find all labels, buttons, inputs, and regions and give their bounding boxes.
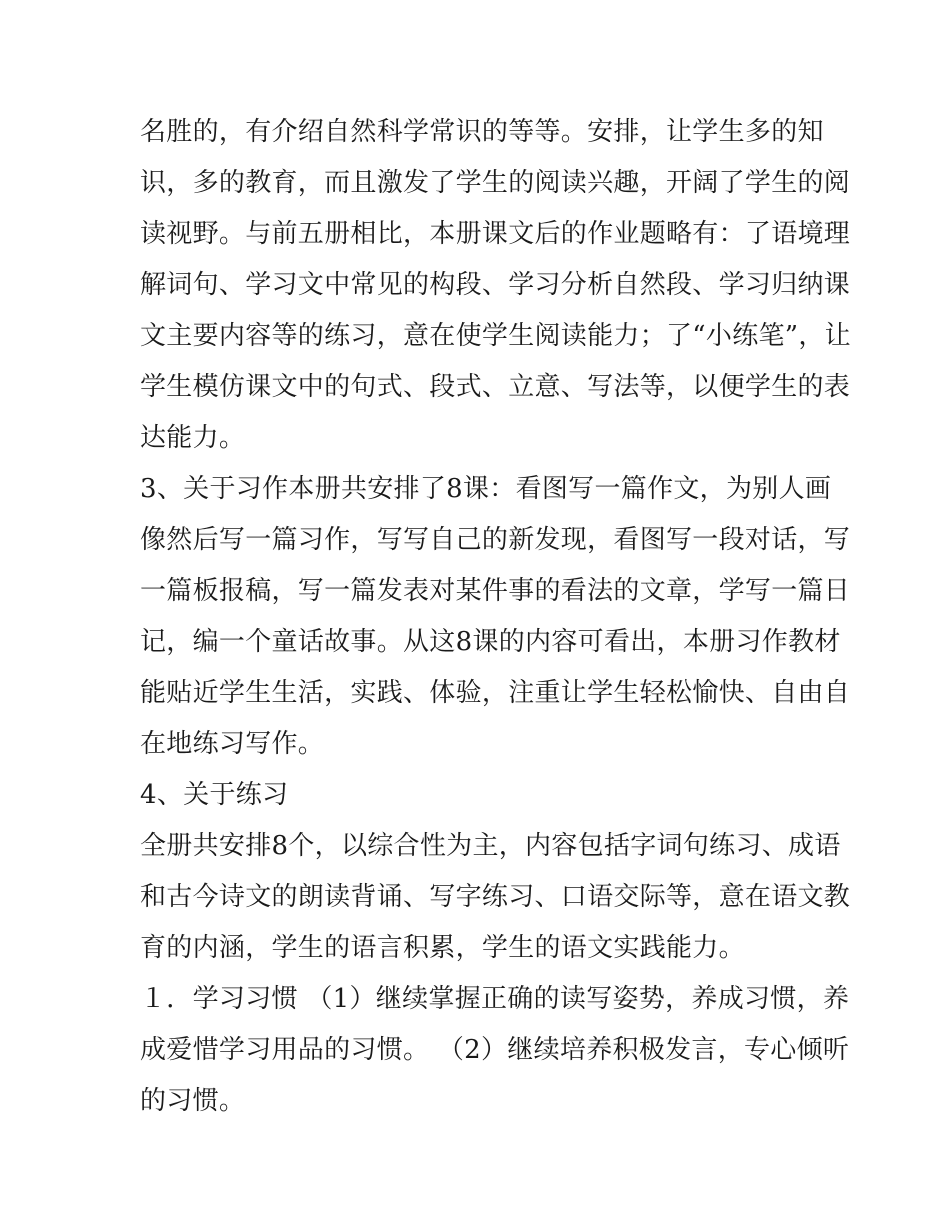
text-line: 文主要内容等的练习，意在使学生阅读能力；了“小练笔”，让 <box>140 321 851 351</box>
section-heading-writing: 3、关于习作本册共安排了8课：看图写一篇作文，为别人画 <box>140 474 832 504</box>
text-line: 名胜的，有介绍自然科学常识的等等。安排，让学生多的知 <box>140 117 824 147</box>
text-line: 和古今诗文的朗读背诵、写字练习、口语交际等，意在语文教 <box>140 882 851 912</box>
text-line: 的习惯。 <box>140 1086 246 1116</box>
text-line: 育的内涵，学生的语言积累，学生的语文实践能力。 <box>140 933 745 963</box>
text-line: 一篇板报稿，写一篇发表对某件事的看法的文章，学写一篇日 <box>140 576 851 606</box>
list-item-study-habits: １．学习习惯 （1）继续掌握正确的读写姿势，养成习惯，养 <box>140 984 850 1014</box>
text-line: 能贴近学生生活，实践、体验，注重让学生轻松愉快、自由自 <box>140 678 851 708</box>
text-line: 在地练习写作。 <box>140 729 325 759</box>
text-line: 达能力。 <box>140 423 246 453</box>
text-line: 读视野。与前五册相比，本册课文后的作业题略有：了语境理 <box>140 219 851 249</box>
text-line: 成爱惜学习用品的习惯。 （2）继续培养积极发言，专心倾听 <box>140 1035 850 1065</box>
text-line: 像然后写一篇习作，写写自己的新发现，看图写一段对话，写 <box>140 525 851 555</box>
text-line: 学生模仿课文中的句式、段式、立意、写法等，以便学生的表 <box>140 372 851 402</box>
document-body <box>140 107 851 1127</box>
section-heading-exercises: 4、关于练习 <box>140 780 289 810</box>
text-line: 解词句、学习文中常见的构段、学习分析自然段、学习归纳课 <box>140 270 851 300</box>
text-line: 记，编一个童话故事。从这8课的内容可看出，本册习作教材 <box>140 627 841 657</box>
text-line: 全册共安排8个，以综合性为主，内容包括字词句练习、成语 <box>140 831 841 861</box>
text-line: 识，多的教育，而且激发了学生的阅读兴趣，开阔了学生的阅 <box>140 168 851 198</box>
